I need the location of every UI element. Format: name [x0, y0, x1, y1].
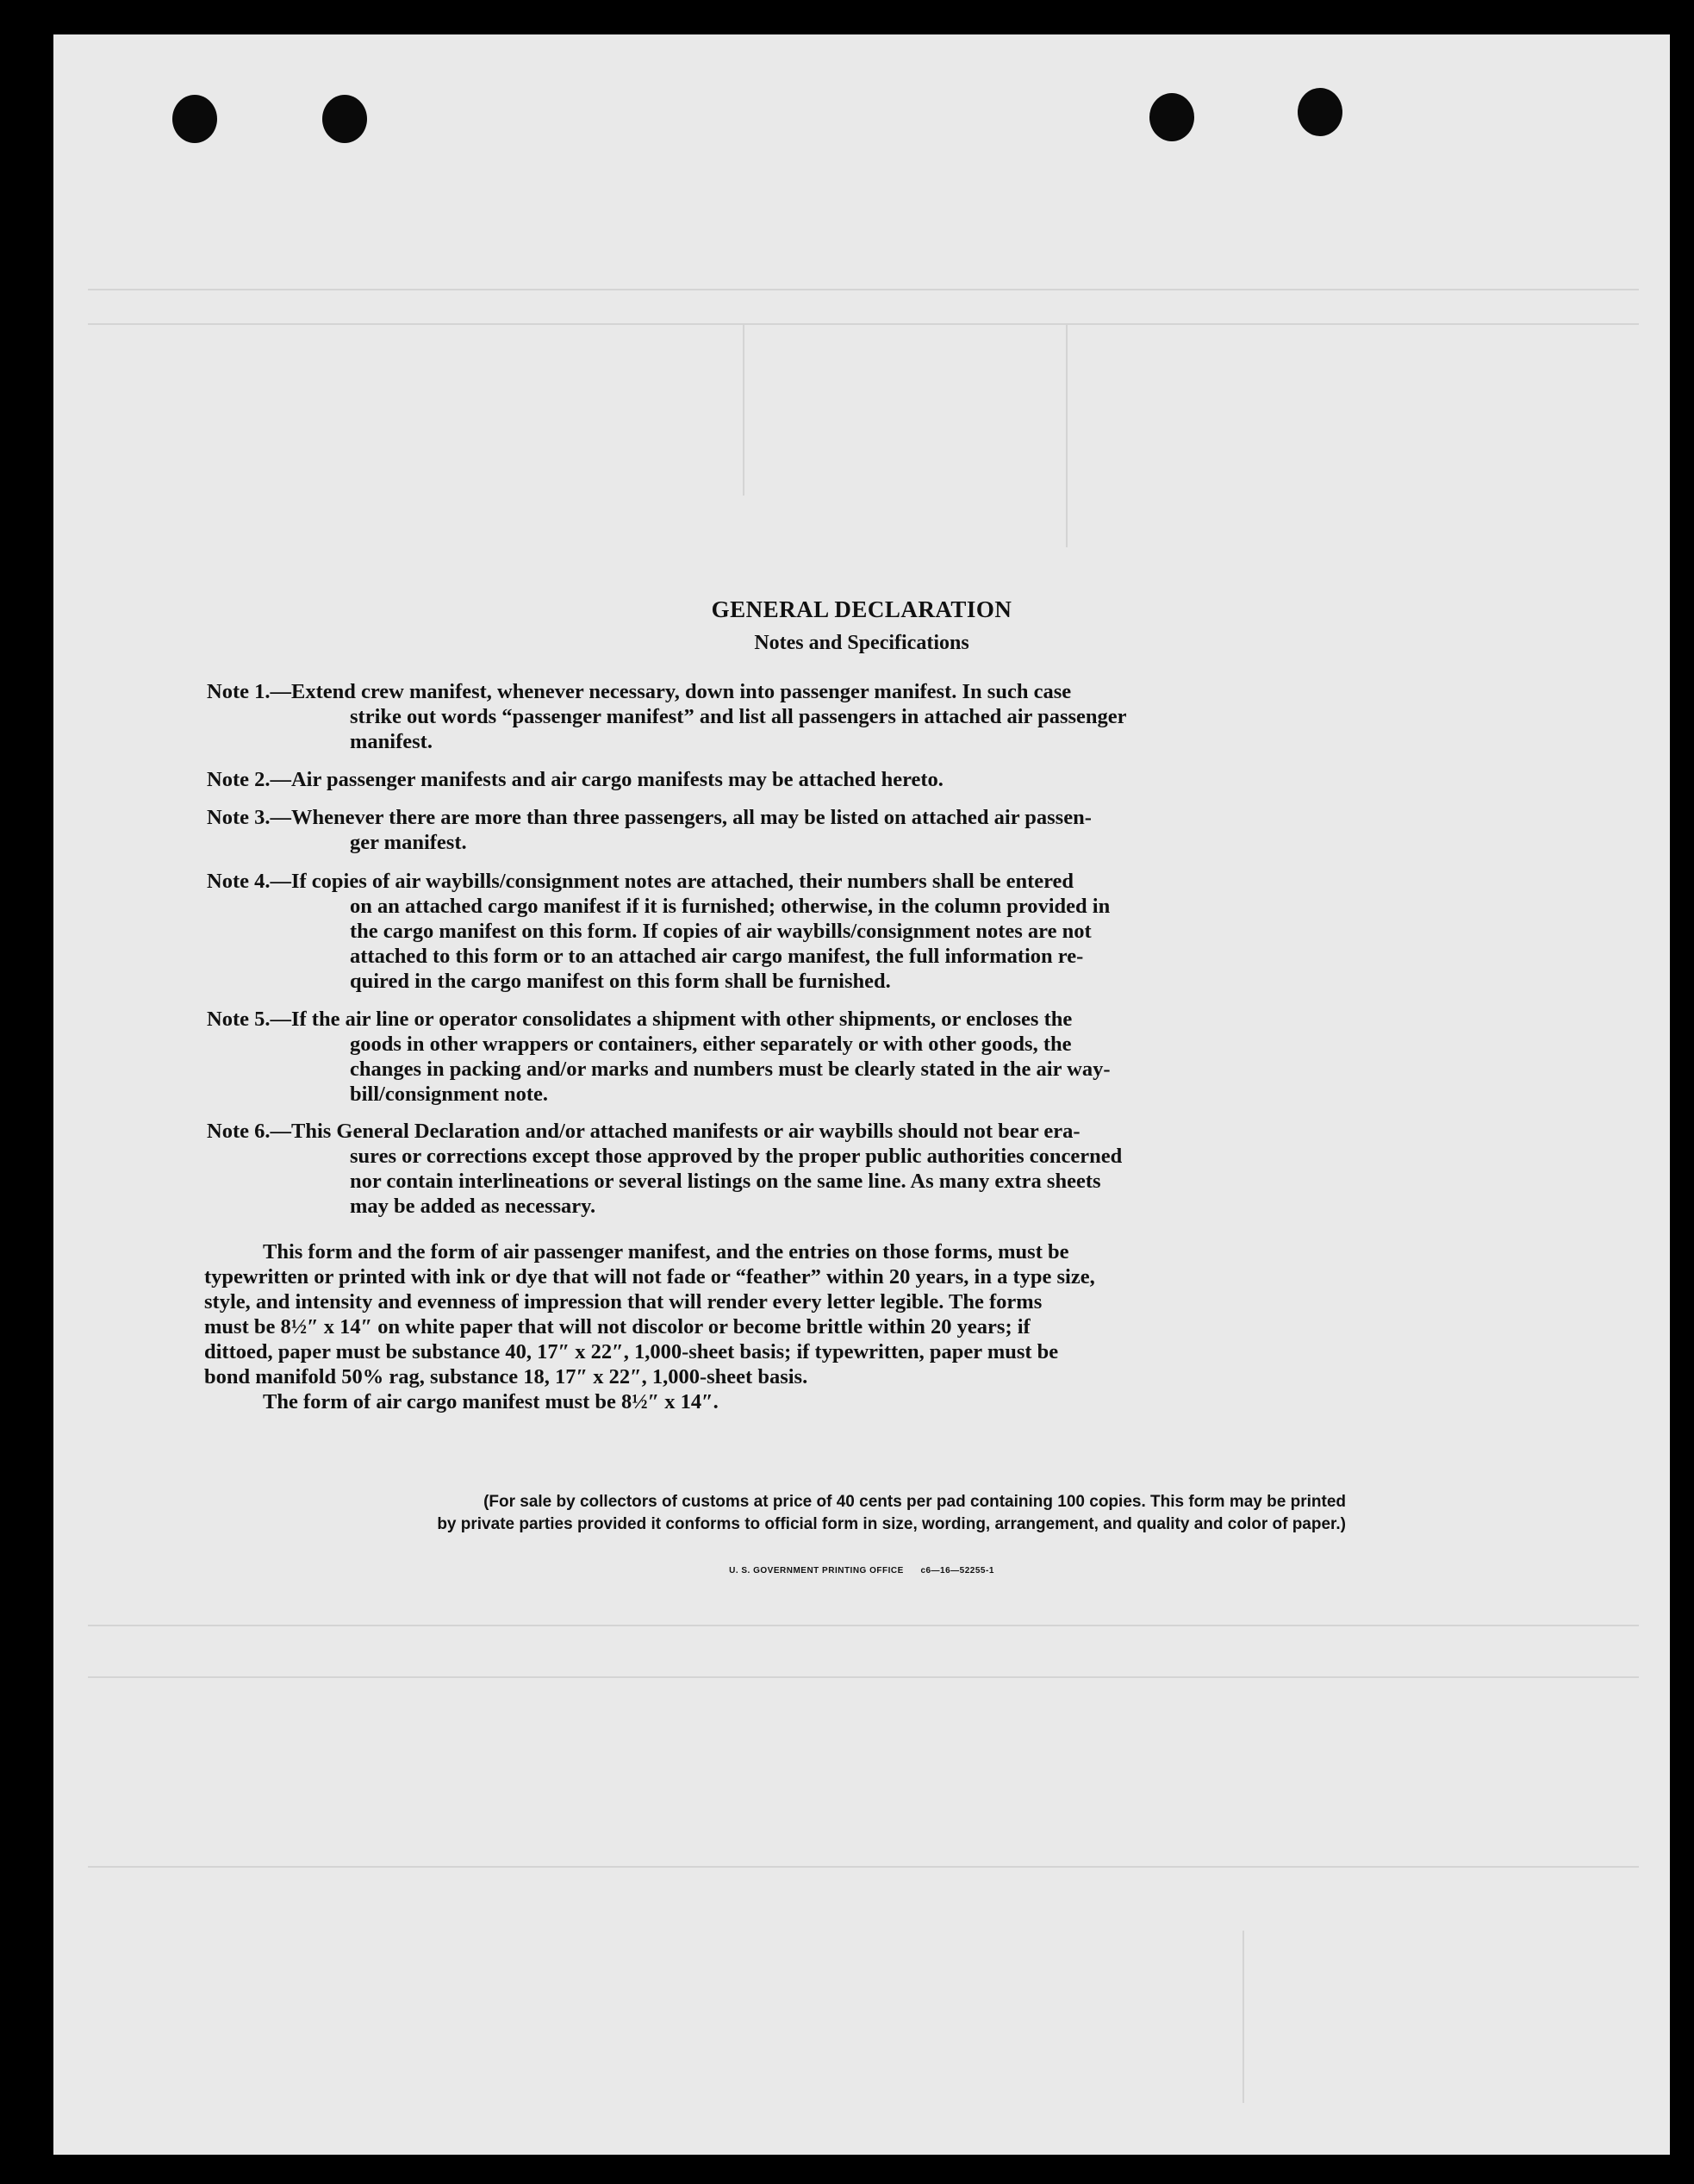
paragraph-line: dittoed, paper must be substance 40, 17″ x 22″, 1,000-sheet basis; if typewritten, paper must be — [204, 1340, 1059, 1363]
printing-office-imprint: U. S. GOVERNMENT PRINTING OFFICE c6—16—52255-1 — [729, 1566, 994, 1576]
note-line: If copies of air waybills/consignment notes are attached, their numbers shall be entered — [290, 870, 1074, 893]
paragraph-line: style, and intensity and evenness of impression that will render every letter legible. The forms — [204, 1290, 1043, 1314]
note-line: on an attached cargo manifest if it is furnished; otherwise, in the column provided in — [350, 895, 1111, 918]
note-line: quired in the cargo manifest on this form shall be furnished. — [350, 970, 891, 993]
punch-hole-right-1 — [1149, 93, 1194, 141]
note-line: nor contain interlineations or several listings on the same line. As many extra sheets — [350, 1170, 1101, 1193]
note-line: Extend crew manifest, whenever necessary, down into passenger manifest. In such case — [290, 680, 1072, 703]
note-line: This General Declaration and/or attached manifests or air waybills should not bear era- — [290, 1120, 1081, 1143]
note-label: Note 5. — [207, 1008, 271, 1031]
note-line: bill/consignment note. — [350, 1083, 549, 1106]
note-line: attached to this form or to an attached air cargo manifest, the full information re- — [350, 945, 1084, 968]
sale-note-line: by private parties provided it conforms to official form in size, wording, arrangement, and quality and color of paper.) — [437, 1515, 1346, 1533]
note-line: changes in packing and/or marks and numbers must be clearly stated in the air way- — [350, 1058, 1111, 1081]
paragraph-line: This form and the form of air passenger manifest, and the entries on those forms, must be — [263, 1240, 1069, 1264]
note-line: Whenever there are more than three passengers, all may be listed on attached air passen- — [290, 806, 1092, 829]
specification-paragraph — [204, 1239, 1346, 1414]
punch-hole-left-1 — [172, 95, 217, 143]
paragraph-line: typewritten or printed with ink or dye that will not fade or “feather” within 20 years, in a type size, — [204, 1265, 1095, 1289]
document-subtitle: Notes and Specifications — [754, 632, 969, 654]
note-3: Note 3.—Whenever there are more than three passengers, all may be listed on attached air passen- ger manifest. — [207, 805, 1344, 855]
note-line: If the air line or operator consolidates a shipment with other shipments, or encloses the — [290, 1008, 1073, 1031]
note-line: the cargo manifest on this form. If copies of air waybills/consignment notes are not — [350, 920, 1092, 943]
sale-note-line: (For sale by collectors of customs at price of 40 cents per pad containing 100 copies. This form may be printed — [483, 1493, 1346, 1511]
paragraph-line-last: The form of air cargo manifest must be 8½″ x 14″. — [263, 1390, 719, 1413]
note-line: sures or corrections except those approved by the proper public authorities concerned — [350, 1145, 1123, 1168]
note-label: Note 1. — [207, 680, 271, 703]
note-line: may be added as necessary. — [350, 1195, 596, 1218]
paragraph-line: bond manifold 50% rag, substance 18, 17″ x 22″, 1,000-sheet basis. — [204, 1365, 808, 1388]
note-1: Note 1.—Extend crew manifest, whenever necessary, down into passenger manifest. In such case strike out words “passenger manifest” and list all passengers in attached air passenger manifest. — [207, 679, 1344, 754]
note-6: Note 6.—This General Declaration and/or attached manifests or air waybills should not bear era- sures or corrections except those approved by the proper public authorities concerned nor contain interlineations or several listings on the same line. As many extra sheets may be added as necessary. — [207, 1119, 1344, 1219]
note-line: Air passenger manifests and air cargo manifests may be attached hereto. — [290, 768, 944, 791]
note-label: Note 3. — [207, 806, 271, 829]
note-label: Note 6. — [207, 1120, 271, 1143]
note-2: Note 2.—Air passenger manifests and air cargo manifests may be attached hereto. — [207, 768, 944, 791]
document-title: GENERAL DECLARATION — [711, 596, 1012, 622]
paragraph-line: must be 8½″ x 14″ on white paper that will not discolor or become brittle within 20 years; if — [204, 1315, 1031, 1338]
note-line: ger manifest. — [350, 831, 467, 854]
note-line: goods in other wrappers or containers, either separately or with other goods, the — [350, 1033, 1072, 1056]
punch-hole-left-2 — [322, 95, 367, 143]
note-line: manifest. — [350, 730, 433, 753]
note-4: Note 4.—If copies of air waybills/consignment notes are attached, their numbers shall be entered on an attached cargo manifest if it is furnished; otherwise, in the column provided in the cargo manifest on this form. If copies of air waybills/consignment notes are not attached to this form or to an attached air cargo manifest, the full information re- quired in the cargo manifest on this form shall be furnished. — [207, 869, 1344, 994]
sale-note — [204, 1491, 1346, 1536]
note-label: Note 2. — [207, 768, 271, 791]
note-5: Note 5.—If the air line or operator consolidates a shipment with other shipments, or encloses the goods in other wrappers or containers, either separately or with other goods, the changes in packing and/or marks and numbers must be clearly stated in the air way- bill/consignment note. — [207, 1007, 1344, 1107]
note-label: Note 4. — [207, 870, 271, 893]
document-page — [53, 34, 1670, 2155]
punch-hole-right-2 — [1298, 88, 1342, 136]
note-line: strike out words “passenger manifest” and list all passengers in attached air passenger — [350, 705, 1127, 728]
